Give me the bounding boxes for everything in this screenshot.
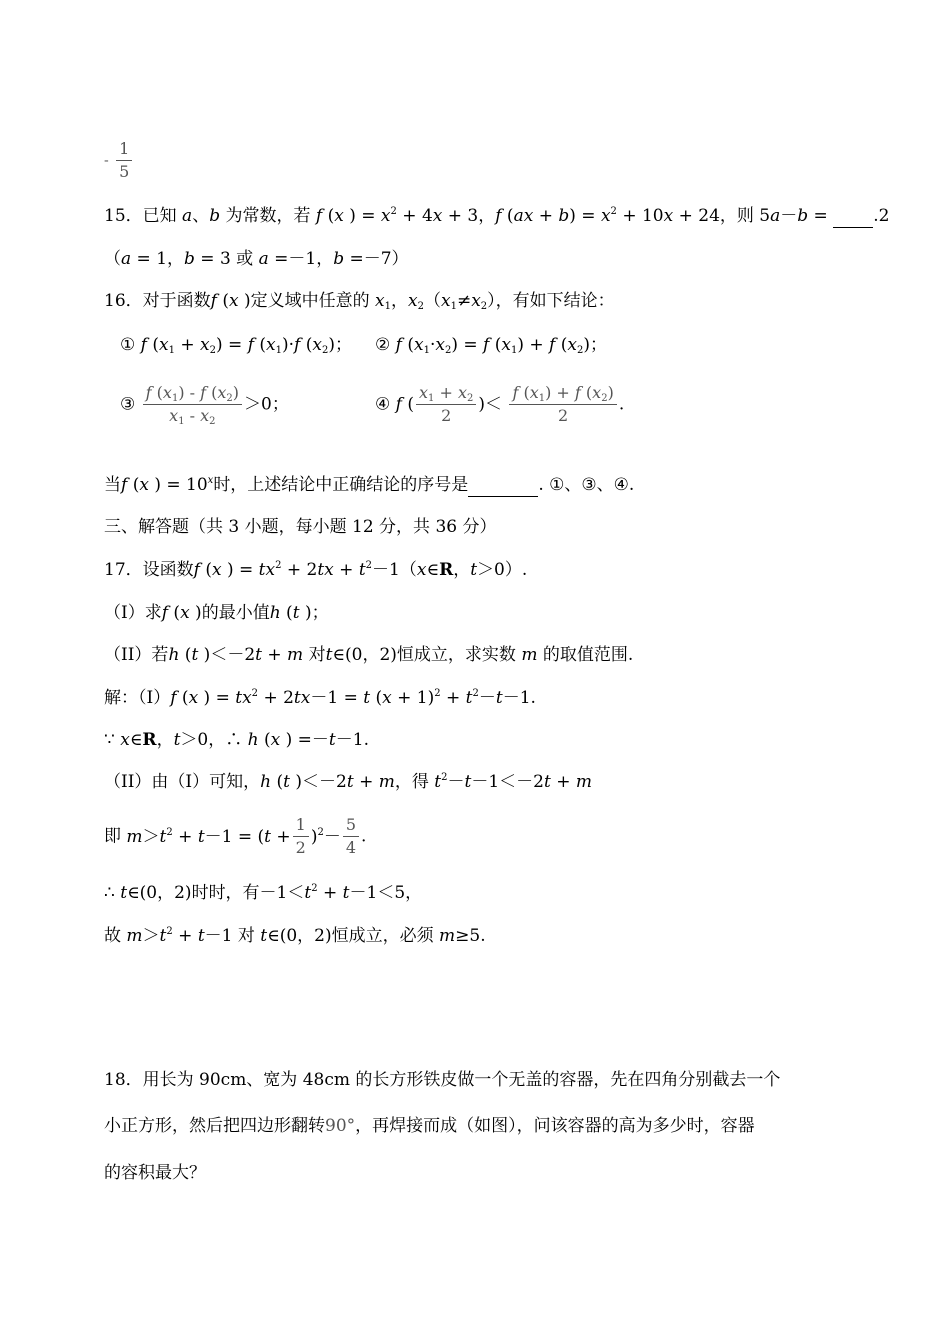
q18-line3: 的容积最大？: [104, 1163, 206, 1183]
therefore-symbol: ∴: [104, 883, 115, 903]
q15-text: ，则 5: [719, 206, 771, 226]
q16-text: 当: [104, 475, 121, 495]
q16-text: ＞0；: [244, 394, 289, 415]
q17-text: 的取值范围.: [542, 645, 634, 665]
q15-text: －: [780, 206, 798, 226]
q15-line2: （a = 1，b = 3 或 a =－1，b =－7）: [104, 249, 409, 269]
q17-text: 故: [104, 926, 121, 946]
q16-text: ＜: [485, 394, 503, 415]
q17-text: 设函数: [142, 560, 194, 580]
q15-line1: 15．已知 a、b 为常数，若 f (x ) = $x^2 + 4x + 3$，f $(ax + b) = x^2 + 10x + 24$，则 5a－b = .2: [104, 206, 890, 226]
q16-line-when: 当f (x ) = $10^x$时，上述结论中正确结论的序号是 . ①、③、④.: [104, 475, 635, 495]
q17-solution-3: （II）由（I）可知，h (t )＜－2t + m，得 $t^2-t-1<-2t + m$: [104, 772, 593, 792]
q17-text: 对: [308, 645, 326, 665]
q17-text: （I）求: [104, 603, 162, 623]
fraction-4b: $\frac{f (x_1) + f (x_2)}{2}$: [509, 382, 616, 427]
q17-solution-4: 即 $m>t^2 + t-1 = (t$ + $\frac{1}{2}$ )$^2$－ $\frac{5}{4}$ .: [104, 815, 367, 857]
q16-conclusion-1: ① f $(x_1 + x_2) = f$ $(x_1)\cdot f$ $(x_2)$；: [120, 335, 352, 356]
q17-solution-5: ∴ t∈(0，2)时时，有$-1<t^2 + t-1<5$，: [104, 883, 423, 903]
fraction-five-quarters: $\frac{5}{4}$: [343, 814, 359, 859]
q15-text: 为常数，若: [225, 206, 311, 226]
fraction-4a: $\frac{x_1 + x_2}{2}$: [416, 382, 476, 427]
q17-text: （II）由（I）可知，: [104, 772, 261, 792]
q17-part2: （II）若h (t )＜－2t + m 对t∈(0，2)恒成立，求实数 m 的取值范围.: [104, 645, 634, 665]
q15-answer: .2: [873, 206, 890, 226]
fraction-3: $\frac{f (x_1) - f (x_2)}{x_1 - x_2}$: [143, 382, 242, 427]
q17-text: 时，有－1＜: [208, 883, 305, 903]
because-symbol: ∵: [104, 730, 115, 750]
q16-conclusion-4: ④ f ( $\frac{x_1 + x_2}{2}$ )＜ $\frac{f (x_1) + f (x_2)}{2}$ .: [375, 383, 625, 425]
q16-text: .: [618, 394, 625, 415]
q17-text: ，得: [394, 772, 429, 792]
q15-text: 、: [192, 206, 210, 226]
q17-solution-6: 故 $m>t^2 + t-1$ 对 t∈(0，2)恒成立，必须 m≥5.: [104, 926, 486, 946]
q16-answer: . ①、③、④.: [538, 475, 635, 495]
answer-14-num: 1: [119, 139, 130, 158]
q18-text: ，再焊接而成（如图），问该容器的高为多少时，容器: [355, 1116, 755, 1136]
fraction-half: $\frac{1}{2}$: [293, 814, 309, 859]
q16-two: 2: [509, 404, 616, 427]
q16-text: 对于函数: [142, 291, 211, 311]
q17-part1: （I）求f (x )的最小值h (t )；: [104, 603, 329, 623]
q16-line1: 16．对于函数f (x )定义域中任意的 $x_1$，$x_2(x_1\ne x_2)$，有如下结论：: [104, 291, 615, 312]
circle-4: ④: [375, 394, 391, 415]
circle-1: ①: [120, 335, 136, 355]
q17-line1: 17．设函数f (x ) = $tx^2 + 2tx$ + $t^2-1(x\in R$，t＞0）.: [104, 560, 528, 580]
q18-line1: 18．用长为 90cm、宽为 48cm 的长方形铁皮做一个无盖的容器，先在四角分别截去一个: [104, 1070, 781, 1090]
q17-solution-2: ∵ x∈R，t＞0，∴ h (x ) =－t－1.: [104, 730, 369, 750]
circle-3: ③: [120, 394, 136, 415]
q17-text: ≥5.: [455, 926, 486, 946]
answer-14-den: 5: [116, 160, 132, 183]
q17-text: 即: [104, 826, 121, 847]
q15-text: ，: [478, 206, 496, 226]
q16-text: ），有如下结论：: [487, 291, 615, 311]
q17-text: 的最小值: [201, 603, 270, 623]
q15-text: 已知: [142, 206, 177, 226]
answer-14-fraction: [116, 138, 132, 183]
q16-text: 定义域中任意的: [250, 291, 370, 311]
section-3-title: 三、解答题（共 3 小题，每小题 12 分，共 36 分）: [104, 517, 497, 537]
q16-text: 时，上述结论中正确结论的序号是: [213, 475, 469, 495]
therefore-symbol: ∴: [225, 730, 243, 750]
answer-14-sign: -: [104, 152, 109, 169]
q17-text: ∈(0，2)恒成立，求实数: [332, 645, 516, 665]
q15-text: =: [808, 206, 834, 226]
q17-text: ＜5，: [377, 883, 423, 903]
q16-conclusion-2: ② f $(x_1\cdot x_2) = f$ $(x_1) + f$ $(x_2)$；: [375, 335, 607, 356]
q17-text: （II）若: [104, 645, 169, 665]
q16-text: （: [423, 291, 441, 311]
q17-text: 时: [191, 883, 209, 903]
q18-text: 小正方形，然后把四边形翻转: [104, 1116, 325, 1136]
q18-line2: [104, 1115, 755, 1137]
q17-number: 17．: [104, 560, 143, 580]
q16-number: 16．: [104, 291, 143, 311]
q16-conclusion-3: [120, 382, 289, 427]
answer-14: [104, 138, 134, 183]
q16-blank: [468, 474, 538, 497]
q17-solution-1: 解：（I）f (x ) = $tx^2 + 2tx-1 = t$ $(x + 1)^2 + t^2-t-1$.: [104, 688, 536, 708]
q18-degree: 90°: [325, 1116, 356, 1136]
q15-blank: [833, 205, 873, 228]
circle-2: ②: [375, 335, 391, 355]
q15-number: 15．: [104, 206, 143, 226]
q17-text: 解：（I）: [104, 688, 171, 708]
q17-text: ；: [311, 603, 329, 623]
q16-two: 2: [416, 404, 476, 427]
q17-text: 恒成立，必须: [331, 926, 434, 946]
